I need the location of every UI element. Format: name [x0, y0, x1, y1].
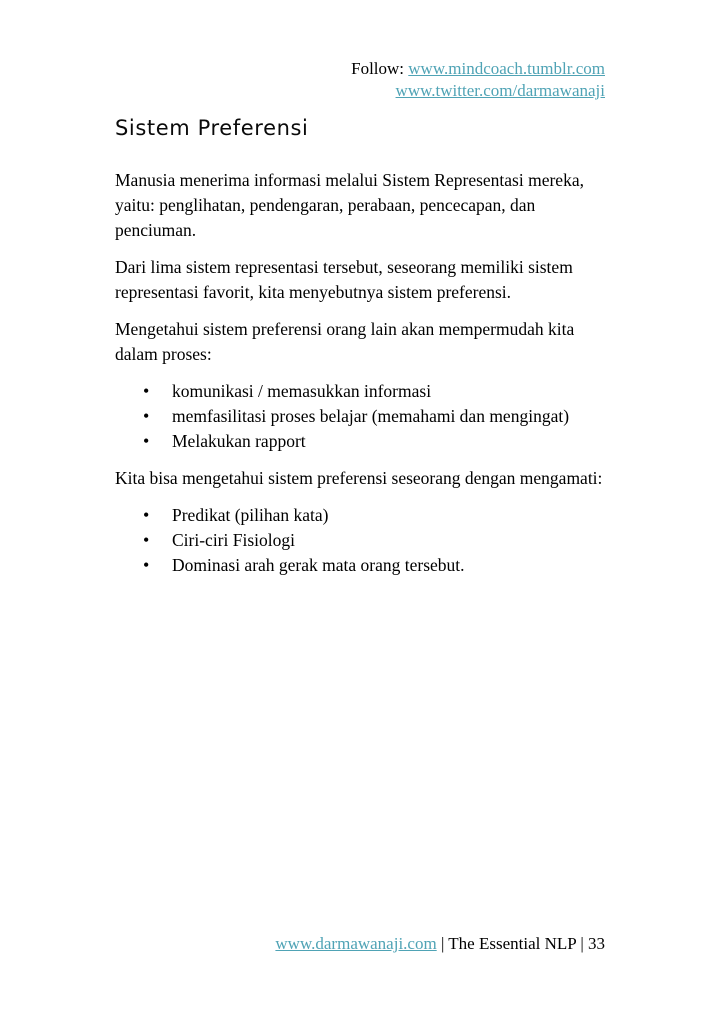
list-item-text: memfasilitasi proses belajar (memahami dan mengingat): [172, 406, 570, 426]
bullet-icon: •: [143, 381, 150, 401]
list-item-text: Dominasi arah gerak mata orang tersebut.: [172, 555, 465, 575]
list-item: [115, 429, 615, 454]
bullet-icon: •: [143, 505, 150, 525]
bullet-icon: •: [143, 555, 150, 575]
list-item: [115, 404, 615, 429]
list-item-text: Ciri-ciri Fisiologi: [172, 530, 295, 550]
page-title: Sistem Preferensi: [115, 116, 309, 140]
body-content: [115, 168, 615, 590]
paragraph-1: Manusia menerima informasi melalui Sistem Representasi mereka, yaitu: penglihatan, pendengaran, perabaan, pencecapan, dan penciuman.: [115, 170, 584, 240]
bullet-icon: •: [143, 530, 150, 550]
list-item: [115, 553, 615, 578]
follow-line: [351, 58, 605, 80]
list-item: [115, 379, 615, 404]
bullet-icon: •: [143, 431, 150, 451]
list-item: [115, 503, 615, 528]
page-footer: [275, 933, 605, 955]
paragraph-2: Dari lima sistem representasi tersebut, seseorang memiliki sistem representasi favorit, kita menyebutnya sistem preferensi.: [115, 257, 573, 302]
twitter-link[interactable]: www.twitter.com/darmawanaji: [395, 81, 605, 100]
list-item-text: Predikat (pilihan kata): [172, 505, 329, 525]
list-item-text: komunikasi / memasukkan informasi: [172, 381, 432, 401]
paragraph-3: Mengetahui sistem preferensi orang lain akan mempermudah kita dalam proses:: [115, 319, 575, 364]
list-item-text: Melakukan rapport: [172, 431, 306, 451]
twitter-line: [351, 80, 605, 102]
paragraph-4: Kita bisa mengetahui sistem preferensi seseorang dengan mengamati:: [115, 468, 603, 488]
observation-list: [115, 503, 615, 578]
tumblr-link[interactable]: www.mindcoach.tumblr.com: [408, 59, 605, 78]
follow-label: Follow:: [351, 59, 405, 78]
footer-link[interactable]: www.darmawanaji.com: [275, 934, 437, 953]
page-header: [351, 58, 605, 102]
list-item: [115, 528, 615, 553]
process-list: [115, 379, 615, 454]
footer-text: | The Essential NLP | 33: [436, 934, 605, 953]
bullet-icon: •: [143, 406, 150, 426]
